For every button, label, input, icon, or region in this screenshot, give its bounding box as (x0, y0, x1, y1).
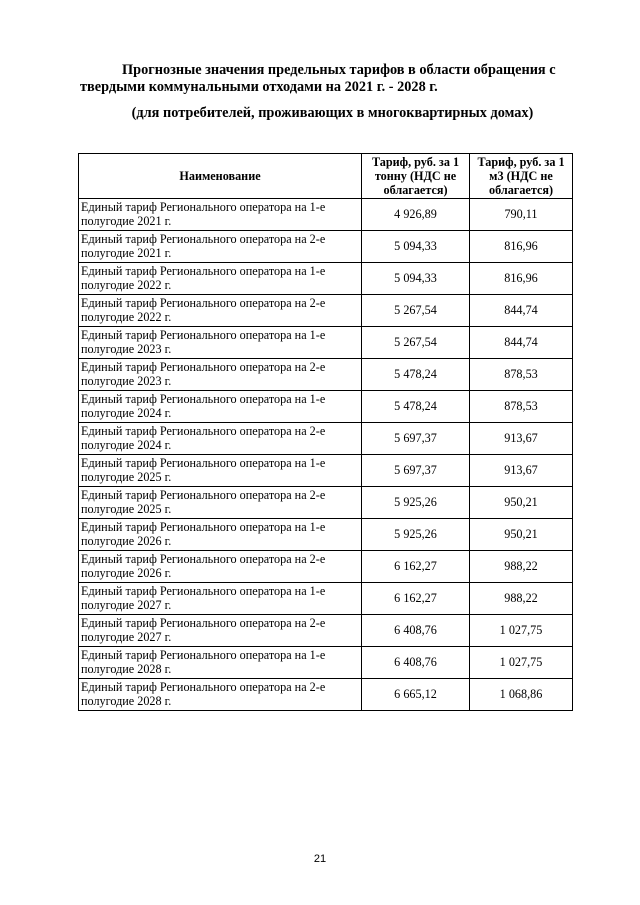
cell-name: Единый тариф Регионального оператора на 2-е полугодие 2028 г. (79, 679, 362, 711)
header-per-ton: Тариф, руб. за 1 тонну (НДС не облагается) (362, 154, 470, 199)
cell-per-m3: 878,53 (470, 391, 573, 423)
cell-per-m3: 790,11 (470, 199, 573, 231)
table-row (79, 647, 573, 679)
cell-per-m3: 844,74 (470, 327, 573, 359)
cell-per-m3: 1 068,86 (470, 679, 573, 711)
cell-per-ton: 5 267,54 (362, 295, 470, 327)
cell-per-m3: 1 027,75 (470, 647, 573, 679)
cell-name: Единый тариф Регионального оператора на 2-е полугодие 2021 г. (79, 231, 362, 263)
cell-name: Единый тариф Регионального оператора на 2-е полугодие 2023 г. (79, 359, 362, 391)
table-header-row (79, 154, 573, 199)
table-row (79, 391, 573, 423)
cell-name: Единый тариф Регионального оператора на 1-е полугодие 2022 г. (79, 263, 362, 295)
cell-per-ton: 4 926,89 (362, 199, 470, 231)
table-row (79, 231, 573, 263)
cell-name: Единый тариф Регионального оператора на 1-е полугодие 2028 г. (79, 647, 362, 679)
cell-per-ton: 5 697,37 (362, 423, 470, 455)
table-row (79, 519, 573, 551)
cell-per-m3: 950,21 (470, 487, 573, 519)
cell-per-m3: 878,53 (470, 359, 573, 391)
cell-per-ton: 5 697,37 (362, 455, 470, 487)
cell-per-ton: 6 408,76 (362, 615, 470, 647)
cell-per-ton: 5 478,24 (362, 391, 470, 423)
cell-name: Единый тариф Регионального оператора на 1-е полугодие 2025 г. (79, 455, 362, 487)
table-row (79, 327, 573, 359)
cell-per-ton: 5 094,33 (362, 263, 470, 295)
table-row (79, 199, 573, 231)
cell-per-ton: 6 408,76 (362, 647, 470, 679)
table-row (79, 423, 573, 455)
table-row (79, 679, 573, 711)
page-number: 21 (313, 853, 327, 865)
document-title: Прогнозные значения предельных тарифов в области обращения с твердыми коммунальными отходами на 2021 г. - 2028 г. (80, 62, 556, 95)
header-name: Наименование (79, 154, 362, 199)
cell-name: Единый тариф Регионального оператора на 1-е полугодие 2026 г. (79, 519, 362, 551)
cell-per-m3: 844,74 (470, 295, 573, 327)
cell-name: Единый тариф Регионального оператора на 2-е полугодие 2022 г. (79, 295, 362, 327)
cell-per-m3: 913,67 (470, 423, 573, 455)
cell-per-m3: 950,21 (470, 519, 573, 551)
cell-name: Единый тариф Регионального оператора на 1-е полугодие 2023 г. (79, 327, 362, 359)
table-row (79, 487, 573, 519)
cell-name: Единый тариф Регионального оператора на 1-е полугодие 2021 г. (79, 199, 362, 231)
cell-per-ton: 5 267,54 (362, 327, 470, 359)
table-row (79, 295, 573, 327)
cell-per-ton: 5 925,26 (362, 519, 470, 551)
cell-name: Единый тариф Регионального оператора на 1-е полугодие 2027 г. (79, 583, 362, 615)
cell-name: Единый тариф Регионального оператора на 2-е полугодие 2027 г. (79, 615, 362, 647)
header-per-m3: Тариф, руб. за 1 м3 (НДС не облагается) (470, 154, 573, 199)
cell-name: Единый тариф Регионального оператора на 1-е полугодие 2024 г. (79, 391, 362, 423)
cell-per-ton: 6 162,27 (362, 551, 470, 583)
cell-per-ton: 5 094,33 (362, 231, 470, 263)
cell-per-ton: 5 478,24 (362, 359, 470, 391)
cell-name: Единый тариф Регионального оператора на 2-е полугодие 2024 г. (79, 423, 362, 455)
cell-per-m3: 816,96 (470, 231, 573, 263)
cell-per-m3: 913,67 (470, 455, 573, 487)
cell-per-m3: 1 027,75 (470, 615, 573, 647)
document-subtitle: (для потребителей, проживающих в многоквартирных домах) (131, 105, 534, 121)
tariff-table (78, 153, 573, 711)
cell-name: Единый тариф Регионального оператора на 2-е полугодие 2026 г. (79, 551, 362, 583)
cell-name: Единый тариф Регионального оператора на 2-е полугодие 2025 г. (79, 487, 362, 519)
cell-per-m3: 988,22 (470, 583, 573, 615)
table-row (79, 263, 573, 295)
table-row (79, 615, 573, 647)
table-row (79, 359, 573, 391)
cell-per-ton: 6 665,12 (362, 679, 470, 711)
table-row (79, 583, 573, 615)
cell-per-ton: 6 162,27 (362, 583, 470, 615)
cell-per-ton: 5 925,26 (362, 487, 470, 519)
table-row (79, 551, 573, 583)
table-row (79, 455, 573, 487)
cell-per-m3: 816,96 (470, 263, 573, 295)
cell-per-m3: 988,22 (470, 551, 573, 583)
